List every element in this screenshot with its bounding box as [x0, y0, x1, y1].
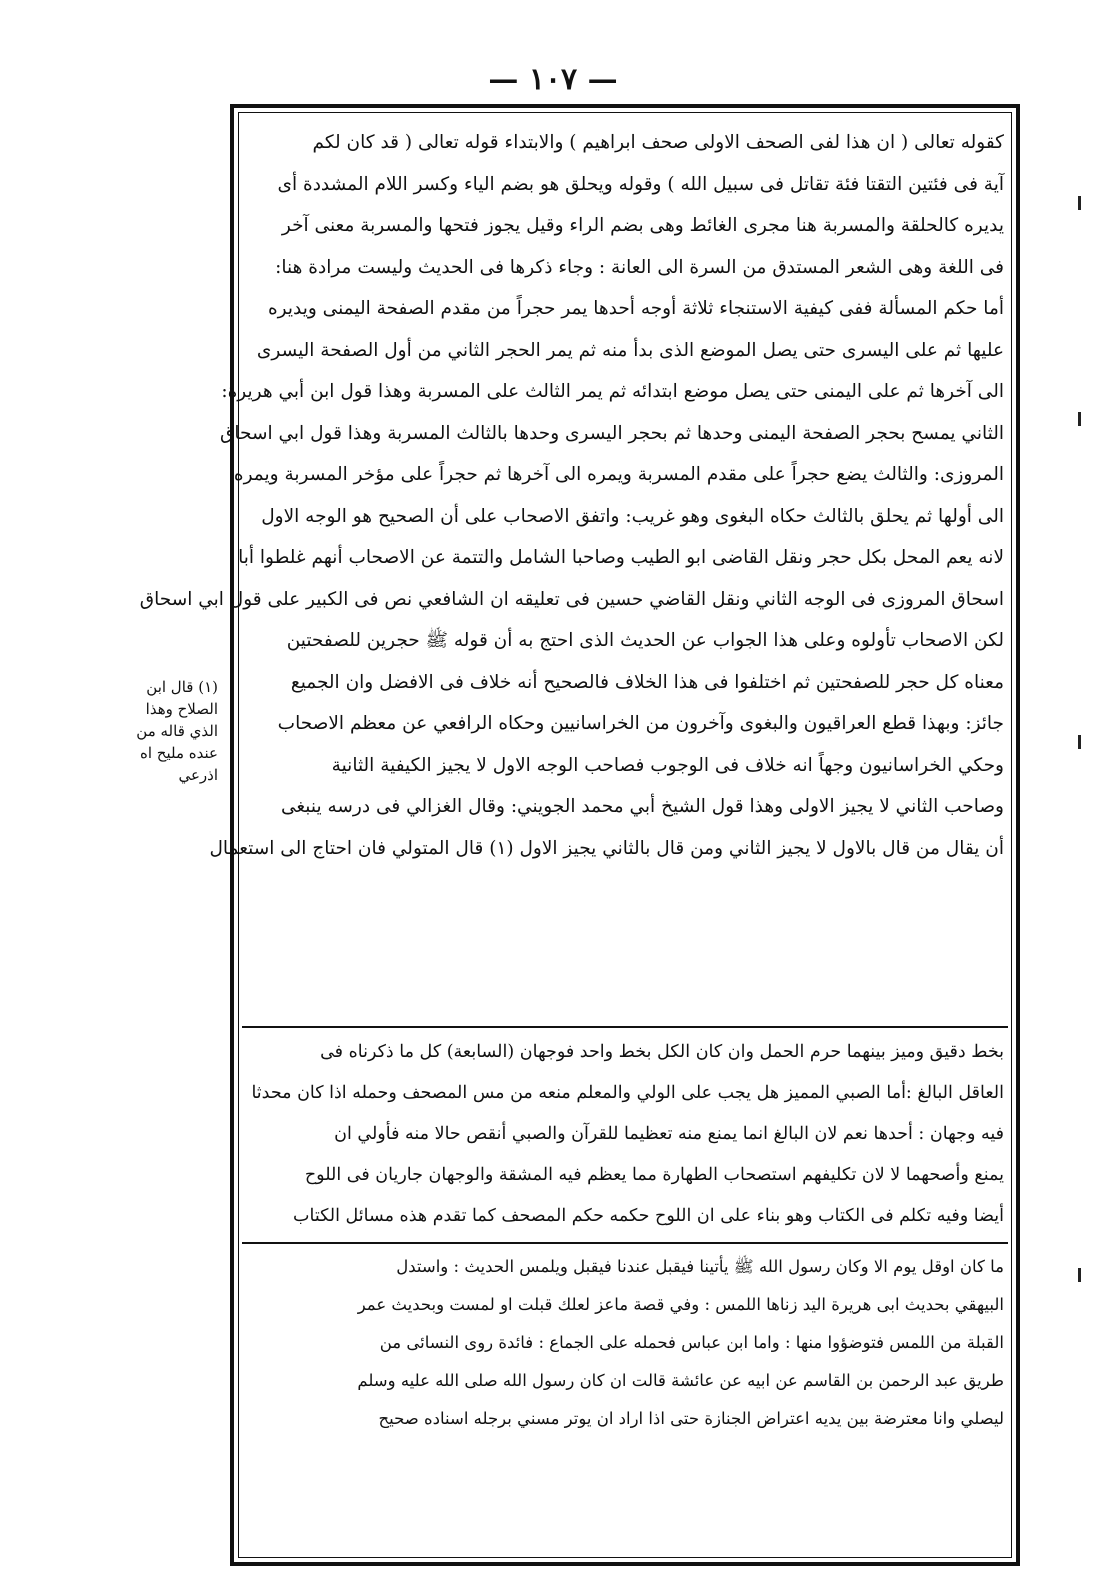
main-text-line: كقوله تعالى ( ان هذا لفى الصحف الاولى صحف ابراهيم ) والابتداء قوله تعالى ( قد كان لكم [312, 132, 1004, 153]
secondary-text-line: العاقل البالغ :أما الصبي المميز هل يجب على الولي والمعلم منعه من مس المصحف وحمله اذا كان محدثا [251, 1083, 1004, 1103]
main-text-line: جائز: وبهذا قطع العراقيون والبغوى وآخرون من الخراسانيين وحكاه الرافعي عن معظم الاصحاب [277, 713, 1004, 734]
main-text-line: معناه كل حجر للصفحتين ثم اختلفوا فى هذا الخلاف فالصحيح أنه خلاف فى الافضل وان الجميع [290, 671, 1004, 693]
secondary-text-line: يمنع وأصحهما لا لان تكليفهم استصحاب الطهارة مما يعظم فيه المشقة والوجهان جاريان فى اللوح [304, 1165, 1004, 1185]
secondary-text-line: بخط دقيق وميز بينهما حرم الحمل وان كان الكل بخط واحد فوجهان (السابعة) كل ما ذكرناه فى [320, 1042, 1004, 1062]
secondary-text-line: أيضا وفيه تكلم فى الكتاب وهو بناء على ان اللوح حكمه حكم المصحف كما تقدم هذه مسائل الكتاب [293, 1206, 1004, 1226]
main-text-line: فى اللغة وهى الشعر المستدق من السرة الى العانة : وجاء ذكرها فى الحديث وليست مرادة هنا: [275, 256, 1004, 278]
main-text-line: يديره كالحلقة والمسربة هنا مجرى الغائط وهى بضم الراء وقيل يجوز فتحها والمسربة معنى آخر [281, 215, 1004, 236]
main-text-line: وحكي الخراسانيون وجهاً انه خلاف فى الوجوب فصاحب الوجه الاول لا يجيز الكيفية الثانية [331, 754, 1004, 776]
tertiary-text-line: البيهقي بحديث ابى هريرة اليد زناها اللمس : وفي قصة ماعز لعلك قبلت او لمست وبحديث عمر [357, 1295, 1004, 1314]
margin-note-line: (١) قال ابن [146, 678, 218, 696]
section-divider [242, 1242, 1008, 1244]
main-text-line: الى أولها ثم يحلق بالثالث حكاه البغوى وهو غريب: واتفق الاصحاب على أن الصحيح هو الوجه الاول [261, 505, 1004, 527]
main-text-line: لكن الاصحاب تأولوه وعلى هذا الجواب عن الحديث الذى احتج به أن قوله ﷺ حجرين للصفحتين [286, 630, 1004, 651]
margin-note-line: عنده مليح اه [140, 744, 218, 762]
main-text-line: المروزى: والثالث يضع حجراً على مقدم المسربة ويمره الى آخرها ثم حجراً على مؤخر المسربة ويمره [233, 464, 1004, 485]
tertiary-text-line: القبلة من اللمس فتوضؤوا منها : واما ابن عباس فحمله على الجماع : فائدة روى النسائى من [379, 1333, 1004, 1352]
page-number: — ١٠٧ — [488, 62, 618, 97]
margin-tick-mark [1078, 196, 1081, 210]
main-text-line: الثاني يمسح بحجر الصفحة اليمنى وحدها ثم بحجر اليسرى وحدها بالثالث المسربة وهذا قول ابي اسحاق [220, 422, 1004, 444]
main-text-line: وصاحب الثاني لا يجيز الاولى وهذا قول الشيخ أبي محمد الجويني: وقال الغزالي فى درسه ينبغى [280, 796, 1004, 817]
secondary-text-line: فيه وجهان : أحدها نعم لان البالغ انما يمنع منه تعظيما للقرآن والصبي أنقص حالا منه فأولي ان [334, 1124, 1004, 1144]
main-text-line: اسحاق المروزى فى الوجه الثاني ونقل القاضي حسين فى تعليقه ان الشافعي نص فى الكبير على قول ابي اسحاق [139, 588, 1004, 610]
main-text-line: آية فى فئتين التقتا فئة تقاتل فى سبيل الله ) وقوله ويحلق هو بضم الياء وكسر اللام المشددة أى [277, 173, 1004, 195]
tertiary-text-line: ما كان اوقل يوم الا وكان رسول الله ﷺ يأتينا فيقبل عندنا فيقبل ويلمس الحديث : واستدل [396, 1257, 1004, 1276]
margin-tick-mark [1078, 412, 1081, 426]
margin-footnote [110, 676, 218, 786]
margin-note-line: الصلاح وهذا [145, 700, 218, 718]
margin-tick-mark [1078, 1268, 1081, 1282]
section-divider [242, 1026, 1008, 1028]
margin-note-line: اذرعي [178, 766, 218, 784]
main-text-line: أما حكم المسألة ففى كيفية الاستنجاء ثلاثة أوجه أحدها يمر حجراً من مقدم الصفحة اليمنى ويديره [267, 298, 1004, 319]
tertiary-text-line: ليصلي وانا معترضة بين يديه اعتراض الجنازة حتى اذا اراد ان يوتر مسني برجله اسناده صحيح [378, 1409, 1004, 1428]
main-text-line: أن يقال من قال بالاول لا يجيز الثاني ومن قال بالثاني يجيز الاول (١) قال المتولي فان احتاج الى استعمال [209, 837, 1004, 859]
tertiary-text-line: طريق عبد الرحمن بن القاسم عن ابيه عن عائشة قالت ان كان رسول الله صلى الله عليه وسلم [357, 1371, 1004, 1390]
margin-note-line: الذي قاله من [136, 722, 218, 740]
main-text-line: لانه يعم المحل بكل حجر ونقل القاضى ابو الطيب وصاحبا الشامل والتتمة عن الاصحاب أنهم غلطوا أبا [238, 547, 1004, 568]
main-text-line: عليها ثم على اليسرى حتى يصل الموضع الذى بدأ منه ثم يمر الحجر الثاني من أول الصفحة اليسرى [256, 339, 1004, 361]
margin-tick-mark [1078, 735, 1081, 749]
tertiary-text [250, 1248, 1004, 1438]
secondary-text [250, 1032, 1004, 1237]
main-text-line: الى آخرها ثم على اليمنى حتى يصل موضع ابتدائه ثم يمر الثالث على المسربة وهذا قول ابن أبي هريرة: [221, 381, 1004, 402]
